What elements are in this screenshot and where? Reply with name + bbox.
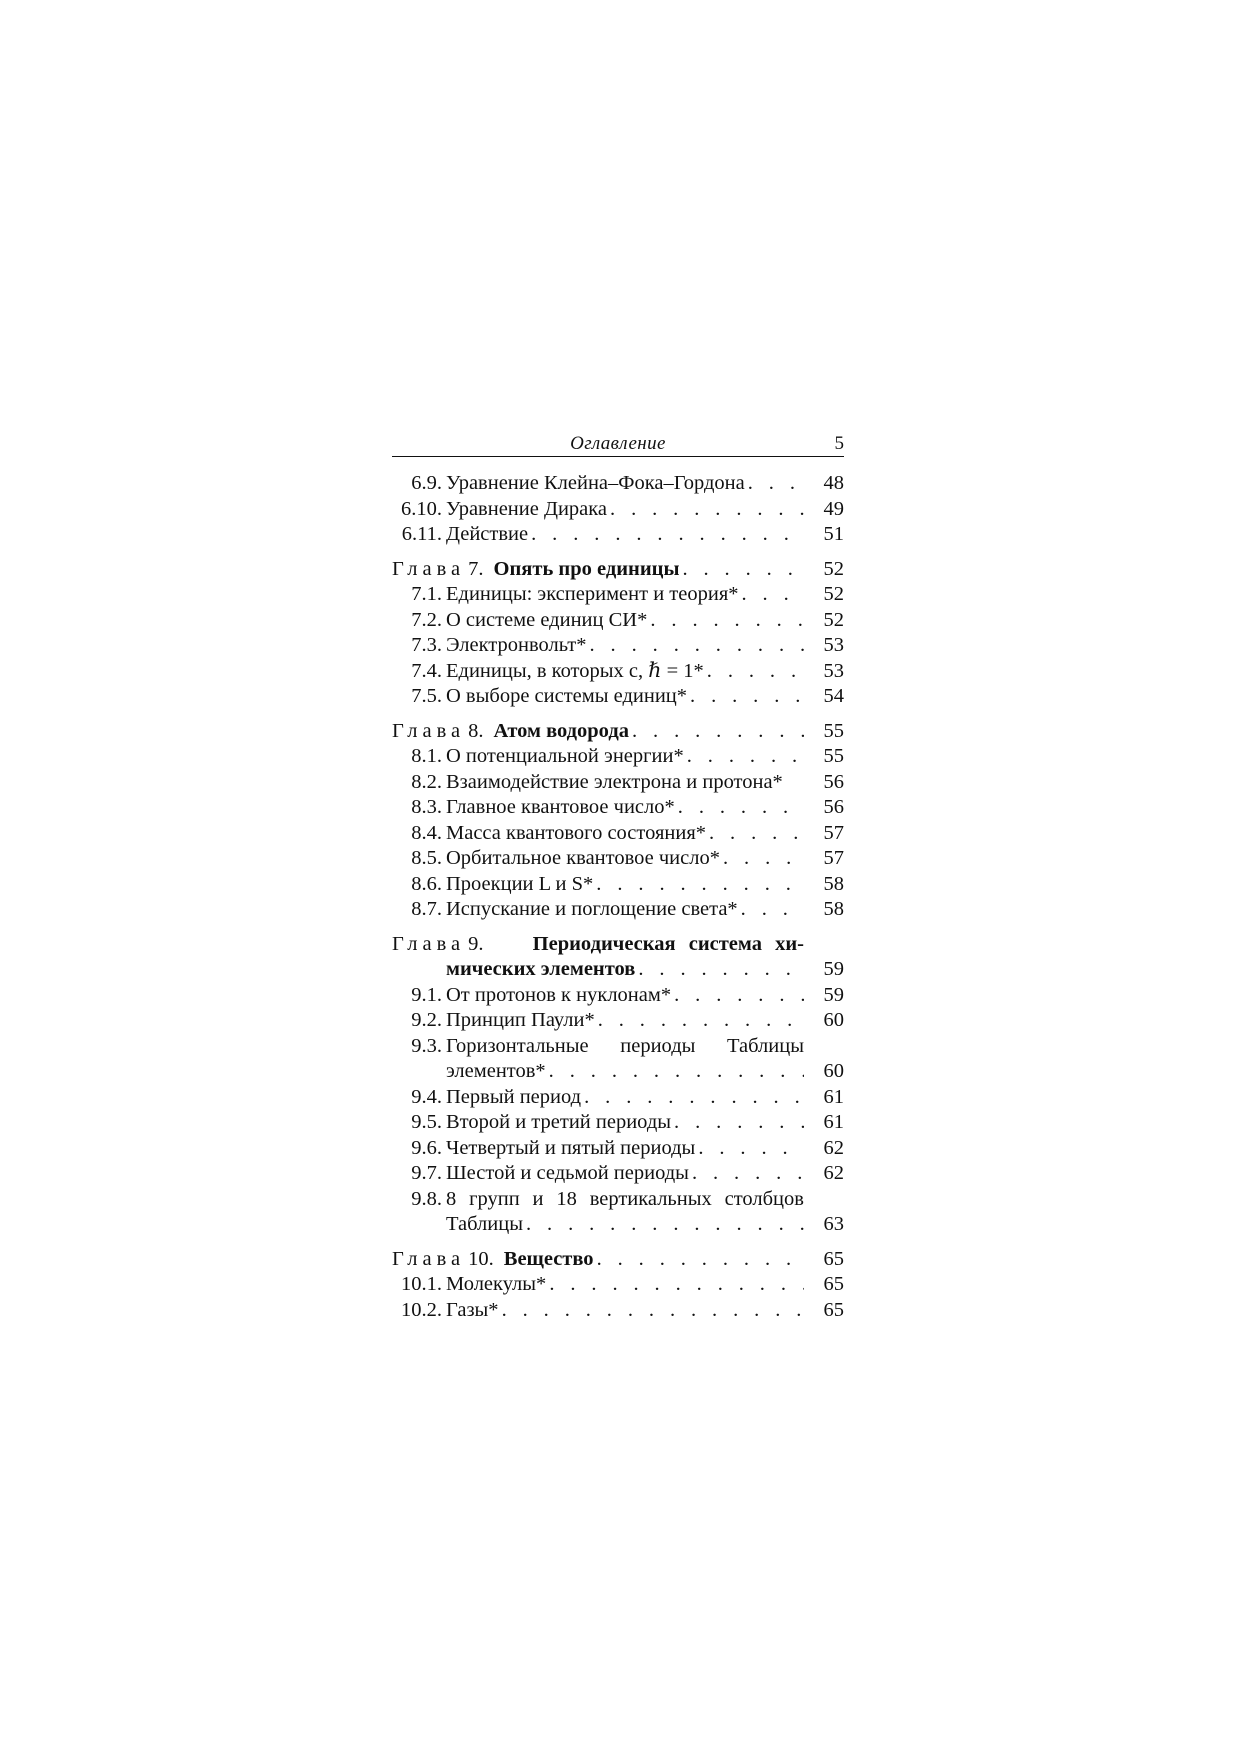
dot-leader [595,1008,804,1034]
section-title: О выборе системы единиц* [446,685,688,707]
toc-entry[interactable] [392,1110,844,1136]
section-page: 52 [823,583,844,605]
section-title: Главное квантовое число* [446,796,675,818]
chapter-number: 9. [468,932,484,955]
section-title: Уравнение Дирака [446,497,608,520]
dot-leader [647,608,804,634]
running-head [392,428,844,456]
section-title: Газы* [446,1298,499,1321]
chapter-title: Опять про единицы [493,557,680,580]
toc-entry[interactable] [392,1161,844,1187]
section-number: 8.2. [411,770,442,793]
section-number: 9.8. [411,1187,442,1210]
toc-entry[interactable] [392,684,844,710]
section-page: 58 [823,872,844,895]
dot-leader [695,1136,804,1162]
section-title: Четвертый и пятый периоды [446,1136,696,1159]
toc-group-chapter-9 [392,932,844,1238]
chapter-label: Глава [392,719,466,742]
dot-leader [523,1212,804,1238]
title-word: Горизонтальные [446,1034,589,1057]
section-page: 63 [823,1213,844,1235]
section-number: 9.2. [411,1009,442,1031]
toc-entry[interactable] [392,983,844,1009]
toc-entry[interactable] [392,1085,844,1111]
section-page: 62 [823,1136,844,1159]
section-page: 51 [823,523,844,545]
section-number: 9.7. [411,1162,442,1184]
section-title: О системе единиц СИ* [446,608,648,631]
dot-leader [684,744,804,770]
dot-leader [587,633,805,659]
section-title-line-1 [446,1187,804,1213]
chapter-title-line-2: мических элементов [446,958,636,980]
section-page: 56 [823,796,844,818]
dot-leader [607,497,804,523]
toc-entry[interactable] [392,872,844,898]
section-title: Электронвольт* [446,634,587,656]
toc-entry[interactable] [392,1298,844,1324]
running-title: Оглавление [570,433,666,454]
section-number: 6.11. [401,523,442,545]
dot-leader [679,557,804,583]
dot-leader [745,471,804,497]
section-title: Масса квантового состояния* [446,821,706,844]
section-number: 7.4. [411,659,442,682]
section-number: 8.7. [411,898,442,920]
chapter-label: Глава [392,932,466,955]
page-number: 5 [834,433,844,454]
dot-leader [739,582,805,608]
section-page: 65 [823,1298,844,1321]
toc-entry[interactable] [392,497,844,523]
toc-chapter-entry[interactable] [392,557,844,583]
dot-leader [675,795,804,821]
toc-entry[interactable] [392,846,844,872]
section-title: Уравнение Клейна–Фока–Гордона [446,472,745,494]
section-number: 8.6. [411,872,442,895]
dot-leader [706,821,804,847]
toc-group-chapter-6 [392,471,844,548]
section-title: Молекулы* [446,1273,547,1295]
section-title-line-2: Таблицы [446,1213,523,1235]
chapter-label: Глава [392,1247,466,1270]
section-page: 48 [823,472,844,494]
section-title: Орбитальное квантовое число* [446,847,720,869]
toc-entry[interactable] [392,1272,844,1298]
dot-leader [738,897,804,923]
section-page: 61 [823,1085,844,1108]
section-page: 57 [823,821,844,844]
header-rule [392,456,844,457]
chapter-page: 59 [823,958,844,980]
section-number: 9.1. [411,983,442,1006]
book-page [392,428,844,1332]
section-title: Единицы: эксперимент и теория* [446,583,739,605]
section-page: 59 [823,983,844,1006]
chapter-title: Вещество [503,1247,594,1270]
section-page: 60 [823,1009,844,1031]
chapter-number: 8. [468,719,484,742]
chapter-title: Атом водорода [493,719,629,742]
chapter-label: Глава [392,557,466,580]
section-title: Взаимодействие электрона и протона* [446,770,783,793]
dot-leader [546,1059,804,1085]
toc-group-chapter-8 [392,719,844,923]
section-number: 9.4. [411,1085,442,1108]
dot-leader [671,983,804,1009]
section-number: 7.2. [411,608,442,631]
chapter-number: 7. [468,557,484,580]
section-title: Принцип Паули* [446,1009,595,1031]
title-word: вертикальных [589,1187,712,1210]
dot-leader [635,957,804,983]
chapter-number: 10. [468,1247,494,1270]
section-title-line-1 [446,1034,804,1060]
section-number: 6.10. [401,497,442,520]
section-page: 49 [823,497,844,520]
toc-entry[interactable] [392,633,844,659]
section-page: 57 [823,847,844,869]
section-number: 8.3. [411,796,442,818]
dot-leader [687,684,804,710]
toc-group-chapter-10 [392,1247,844,1324]
toc-entry[interactable] [392,1008,844,1034]
toc-entry[interactable] [392,770,844,796]
section-number: 10.1. [401,1273,442,1295]
section-number: 7.1. [411,583,442,605]
section-number: 7.3. [411,634,442,656]
toc-entry[interactable] [392,582,844,608]
section-title: Шестой и седьмой периоды [446,1162,689,1184]
toc-entry[interactable] [392,608,844,634]
title-word: Таблицы [727,1034,804,1057]
section-page: 65 [823,1273,844,1295]
section-number: 6.9. [411,472,442,494]
dot-leader [594,1247,804,1273]
section-number: 9.5. [411,1111,442,1133]
toc-entry[interactable] [392,795,844,821]
title-word: групп [469,1187,520,1210]
title-word: 18 [556,1187,577,1210]
section-number: 9.6. [411,1136,442,1159]
dot-leader [528,522,804,548]
toc-entry[interactable] [392,1136,844,1162]
section-page: 58 [823,898,844,920]
toc-entry[interactable] [392,1187,844,1238]
chapter-title-line-1: Периодическая система хи- [532,932,804,955]
section-number: 8.1. [411,745,442,767]
toc-chapter-entry[interactable] [392,719,844,745]
section-number: 7.5. [411,685,442,707]
section-number: 10.2. [401,1298,442,1321]
dot-leader [689,1161,804,1187]
section-number: 9.3. [411,1034,442,1057]
toc-entry[interactable] [392,522,844,548]
dot-leader [546,1272,804,1298]
title-word: и [532,1187,544,1210]
dot-leader [704,659,804,685]
section-title: Второй и третий периоды [446,1111,672,1133]
section-page: 62 [823,1162,844,1184]
toc-entry[interactable] [392,744,844,770]
section-title: О потенциальной энергии* [446,745,684,767]
toc-chapter-entry[interactable] [392,1247,844,1273]
toc-group-chapter-7 [392,557,844,710]
dot-leader [671,1110,804,1136]
section-page: 60 [823,1060,844,1082]
section-title: Действие [446,523,529,545]
section-page: 55 [823,745,844,767]
chapter-page: 65 [823,1247,844,1270]
section-page: 54 [823,685,844,707]
dot-leader [720,846,804,872]
section-title: От протонов к нуклонам* [446,983,672,1006]
section-page: 53 [823,634,844,656]
section-page: 56 [823,770,844,793]
toc-entry[interactable] [392,821,844,847]
chapter-page: 52 [823,557,844,580]
section-title: Испускание и поглощение света* [446,898,738,920]
section-title-line-2: элементов* [446,1060,546,1082]
table-of-contents [392,471,844,1323]
toc-entry[interactable] [392,659,844,685]
section-title: Единицы, в которых c, ℏ = 1* [446,659,704,682]
chapter-page: 55 [823,719,844,742]
dot-leader [629,719,804,745]
toc-entry[interactable] [392,897,844,923]
section-title: Проекции L и S* [446,872,594,895]
section-number: 8.4. [411,821,442,844]
toc-entry[interactable] [392,1034,844,1085]
section-page: 53 [823,659,844,682]
dot-leader [581,1085,804,1111]
dot-leader [593,872,804,898]
toc-entry[interactable] [392,471,844,497]
section-title: Первый период [446,1085,582,1108]
toc-chapter-entry[interactable] [392,932,844,983]
title-word: 8 [446,1187,457,1210]
dot-leader [499,1298,804,1324]
section-number: 8.5. [411,847,442,869]
section-page: 52 [823,608,844,631]
title-word: периоды [620,1034,696,1057]
section-page: 61 [823,1111,844,1133]
title-word: столбцов [724,1187,804,1210]
